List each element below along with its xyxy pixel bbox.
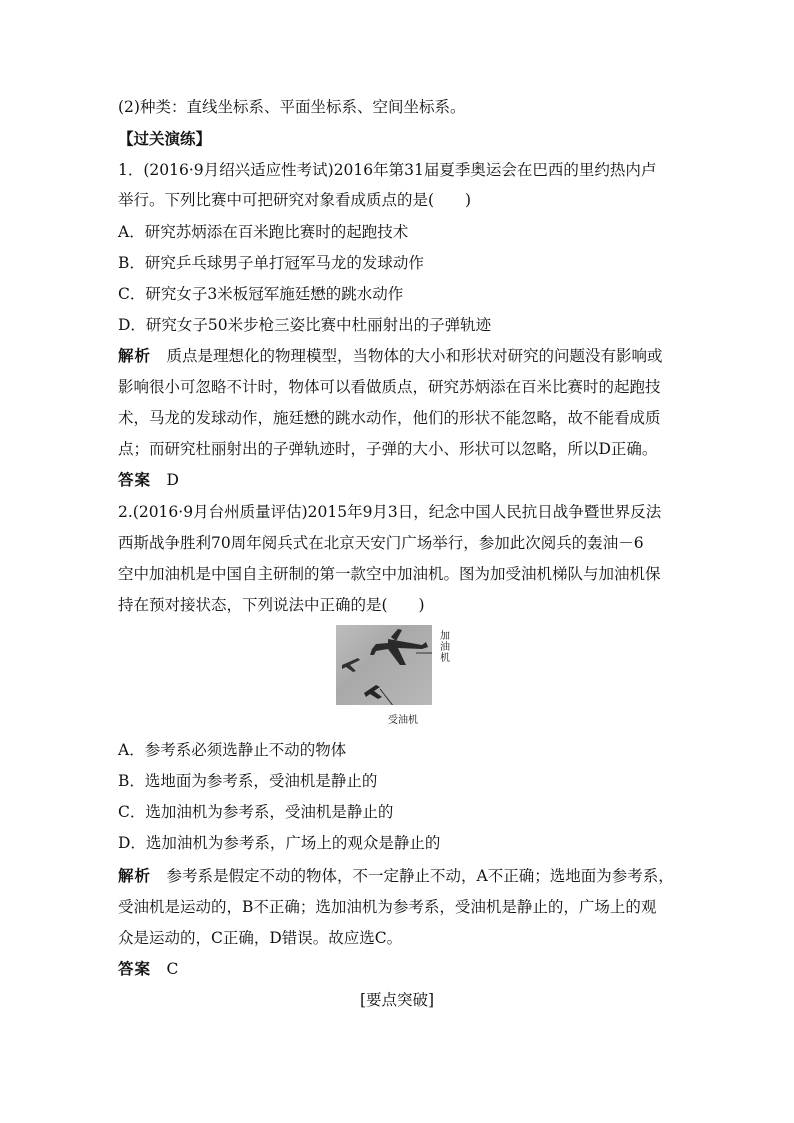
tanker-label: 加油机: [440, 631, 450, 664]
key-points-title: [要点突破]: [359, 991, 435, 1009]
q2-analysis-line2: 受油机是运动的，B不正确；选加油机为参考系，受油机是静止的，广场上的观: [118, 898, 657, 916]
q1-stem-line1: 1．(2016·9月绍兴适应性考试)2016年第31届夏季奥运会在巴西的里约热内卢: [118, 161, 657, 179]
q1-analysis-line3: 术，马龙的发球动作，施廷懋的跳水动作，他们的形状不能忽略，故不能看成质: [118, 409, 661, 427]
q2-option-c: C．选加油机为参考系，受油机是静止的: [118, 803, 394, 821]
analysis-text: 质点是理想化的物理模型，当物体的大小和形状对研究的问题没有影响或: [151, 347, 663, 365]
q2-stem-line1: 2.(2016·9月台州质量评估)2015年9月3日，纪念中国人民抗日战争暨世界反法: [118, 503, 662, 521]
refueling-figure: [336, 625, 460, 731]
coordinate-types-line: (2)种类：直线坐标系、平面坐标系、空间坐标系。: [118, 98, 466, 116]
q2-answer-line: [118, 959, 678, 979]
q2-stem-line3: 空中加油机是中国自主研制的第一款空中加油机。图为加受油机梯队与加油机保: [118, 565, 661, 583]
q1-analysis-line1: [118, 346, 678, 366]
q1-analysis-line4: 点；而研究杜丽射出的子弹轨迹时，子弹的大小、形状可以忽略，所以D正确。: [118, 440, 658, 458]
receiver-aircraft-bottom: [364, 685, 382, 699]
answer-value: D: [151, 471, 179, 489]
q1-option-d: D．研究女子50米步枪三姿比赛中杜丽射出的子弹轨迹: [118, 316, 492, 334]
q2-analysis-line3: 众是运动的，C正确，D错误。故应选C。: [118, 929, 403, 947]
section-heading: 【过关演练】: [118, 129, 212, 148]
tanker-aircraft: [370, 629, 428, 665]
aircraft-illustration: [336, 625, 432, 705]
answer-label: 答案: [118, 960, 152, 978]
q2-option-d: D．选加油机为参考系，广场上的观众是静止的: [118, 834, 441, 852]
q1-option-b: B．研究乒乓球男子单打冠军马龙的发球动作: [118, 254, 424, 272]
q2-stem-line2: 西斯战争胜利70周年阅兵式在北京天安门广场举行，参加此次阅兵的轰油－6: [118, 534, 644, 552]
q1-analysis-line2: 影响很小可忽略不计时，物体可以看做质点，研究苏炳添在百米比赛时的起跑技: [118, 378, 661, 396]
q1-option-c: C．研究女子3米板冠军施廷懋的跳水动作: [118, 285, 404, 303]
q1-stem-line2: 举行。下列比赛中可把研究对象看成质点的是( ): [118, 191, 472, 209]
answer-label: 答案: [118, 471, 152, 489]
analysis-label: 解析: [118, 347, 152, 365]
receiver-label: 受油机: [388, 715, 418, 726]
answer-value: C: [151, 960, 179, 978]
q2-option-a: A．参考系必须选静止不动的物体: [118, 741, 347, 759]
q1-option-a: A．研究苏炳添在百米跑比赛时的起跑技术: [118, 223, 409, 241]
receiver-aircraft-left: [342, 658, 360, 672]
q2-stem-line4: 持在预对接状态，下列说法中正确的是( ): [118, 596, 425, 614]
q2-option-b: B．选地面为参考系，受油机是静止的: [118, 772, 378, 790]
analysis-label: 解析: [118, 867, 152, 885]
analysis-text: 参考系是假定不动的物体，不一定静止不动，A不正确；选地面为参考系，: [151, 867, 674, 885]
refueling-photo: [336, 625, 432, 705]
q1-answer-line: [118, 470, 678, 490]
q2-analysis-line1: [118, 866, 678, 886]
